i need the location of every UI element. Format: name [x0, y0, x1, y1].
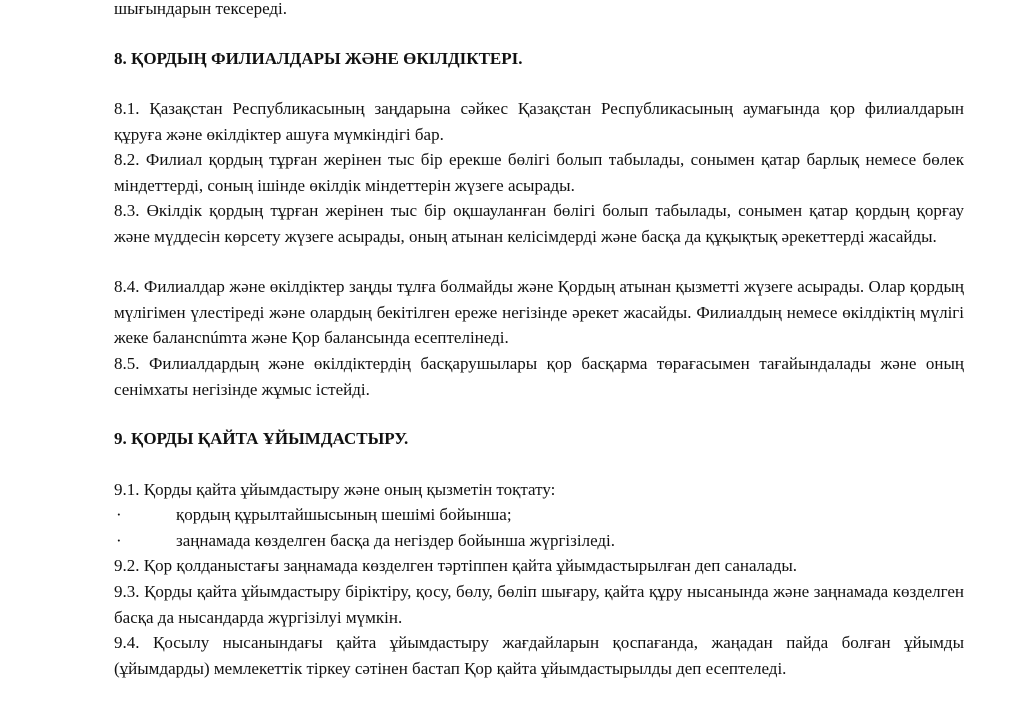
section-8-heading: 8. ҚОРДЫҢ ФИЛИАЛДАРЫ ЖӘНЕ ӨКІЛДІКТЕРІ.: [114, 49, 523, 68]
paragraph-8-5: 8.5. Филиалдардың және өкілдіктердің басқарушылары қор басқарма төрағасымен тағайындалады және оның сенімхаты негізінде жұмыс істейді.: [114, 354, 964, 399]
paragraph-8-4: 8.4. Филиалдар және өкілдіктер заңды тұлға болмайды және Қордың атынан қызметті жүзеге асырады. Олар қордың мүлігімен үлестіреді және олардың бекітілген ереже негізінде әрекет жасайды. Филиалдың немесе өкілдіктің мүлігі жеке балансnúmта және Қор балансында есептелінеді.: [114, 277, 964, 348]
list-item-text: заңнамада көзделген басқа да негіздер бойынша жүргізіледі.: [176, 531, 616, 550]
paragraph-8-3: 8.3. Өкілдік қордың тұрған жерінен тыс бір оқшауланған бөлігі болып табылады, сонымен қатар қордың қорғау және мүддесін көрсету жүзеге асырады, оның атынан келісімдерді және басқа да құқықтық әрекеттерді жасайды.: [114, 201, 964, 246]
list-item: [114, 528, 964, 554]
paragraph-9-3: 9.3. Қорды қайта ұйымдастыру біріктіру, қосу, бөлу, бөліп шығару, қайта құру нысанында және заңнамада көзделген басқа да нысандарда жүргізілуі мүмкін.: [114, 582, 964, 627]
section-9-heading: 9. ҚОРДЫ ҚАЙТА ҰЙЫМДАСТЫРУ.: [114, 429, 409, 448]
paragraph-9-4: 9.4. Қосылу нысанындағы қайта ұйымдастыру жағдайларын қоспағанда, жаңадан пайда болған ұйымды (ұйымдарды) мемлекеттік тіркеу сәтінен бастап Қор қайта ұйымдастырылды деп есептеледі.: [114, 633, 964, 678]
paragraph-9-2: 9.2. Қор қолданыстағы заңнамада көзделген тәртіппен қайта ұйымдастырылған деп саналады.: [114, 556, 798, 575]
list-item-text: қордың құрылтайшысының шешімі бойынша;: [176, 505, 512, 524]
paragraph-8-1: 8.1. Қазақстан Республикасының заңдарына сәйкес Қазақстан Республикасының аумағында қор филиалдарын құруға және өкілдіктер ашуға мүмкіндігі бар.: [114, 99, 964, 144]
previous-section-tail: шығындарын тексереді.: [114, 0, 288, 18]
list-item: [114, 502, 964, 528]
bullet-marker: ·: [116, 505, 122, 524]
paragraph-8-2: 8.2. Филиал қордың тұрған жерінен тыс бір ерекше бөлігі болып табылады, сонымен қатар барлық немесе бөлек міндеттерді, соның ішінде өкілдік міндеттерін жүзеге асырады.: [114, 150, 964, 195]
bullet-marker: ·: [116, 531, 122, 550]
paragraph-9-1: 9.1. Қорды қайта ұйымдастыру және оның қызметін тоқтату:: [114, 480, 556, 499]
